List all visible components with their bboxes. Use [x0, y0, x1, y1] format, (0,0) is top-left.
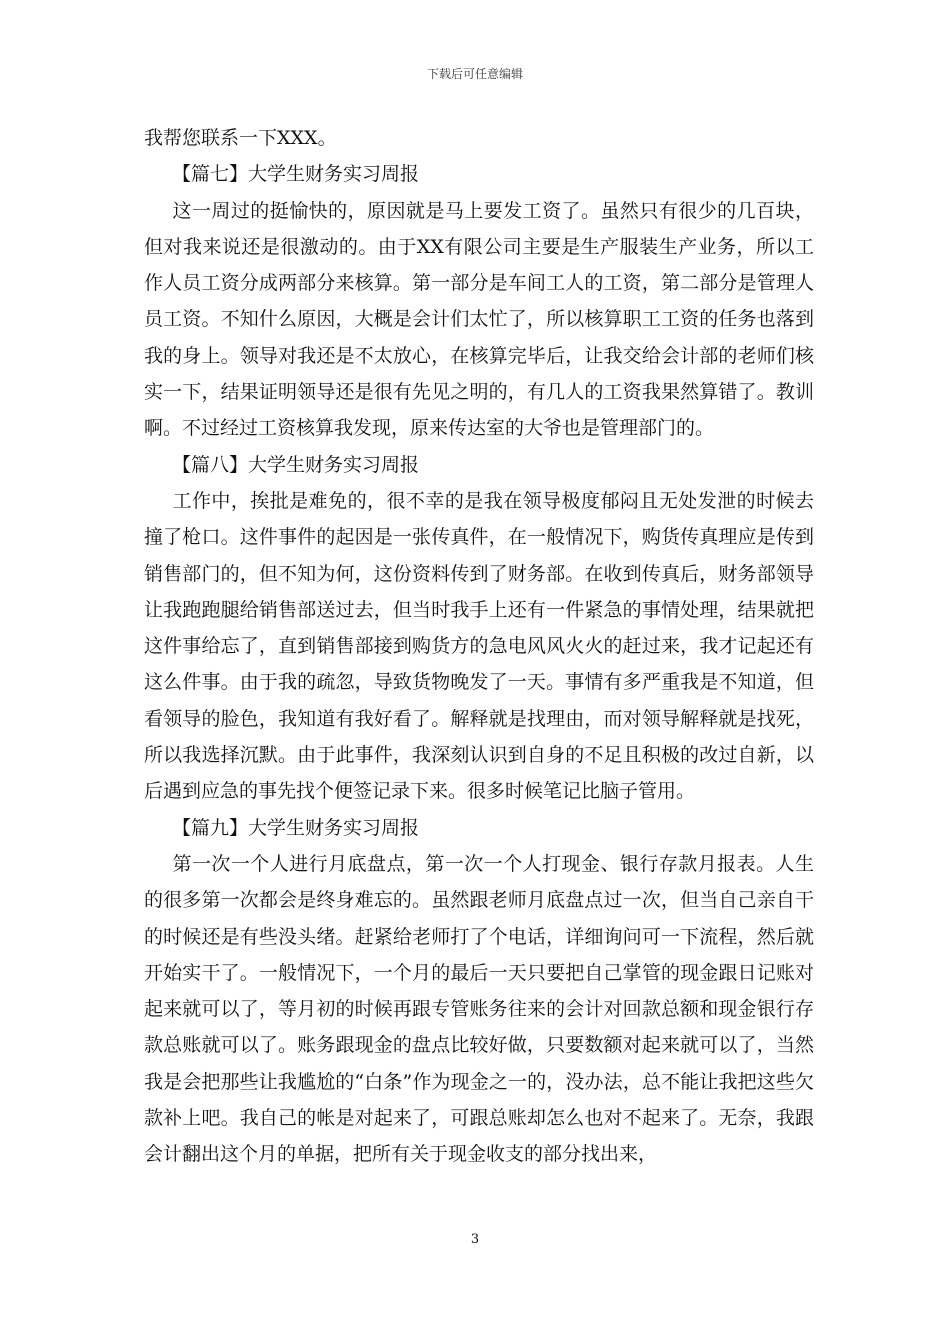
document-body — [144, 120, 814, 1173]
section-paragraph-8: 工作中，挨批是难免的，很不幸的是我在领导极度郁闷且无处发泄的时候去撞了枪口。这件事件的起因是一张传真件，在一般情况下，购货传真理应是传到销售部门的，但不知为何，这份资料传到了财务部。在收到传真后，财务部领导让我跑跑腿给销售部送过去，但当时我手上还有一件紧急的事情处理，结果就把这件事给忘了，直到销售部接到购货方的急电风风火火的赶过来，我才记起还有这么件事。由于我的疏忽，导致货物晚发了一天。事情有多严重我是不知道，但看领导的脸色，我知道有我好看了。解释就是找理由，而对领导解释就是找死，所以我选择沉默。由于此事件，我深刻认识到自身的不足且积极的改过自新，以后遇到应急的事先找个便签记录下来。很多时候笔记比脑子管用。 — [144, 489, 814, 803]
page-header: 下载后可任意编辑 — [426, 67, 523, 81]
section-heading-9: 【篇九】大学生财务实习周报 — [172, 816, 420, 839]
page-number: 3 — [470, 1232, 480, 1247]
section-paragraph-9: 第一次一个人进行月底盘点，第一次一个人打现金、银行存款月报表。人生的很多第一次都会是终身难忘的。虽然跟老师月底盘点过一次，但当自己亲自干的时候还是有些没头绪。赶紧给老师打了个电话，详细询问可一下流程，然后就开始实干了。一般情况下，一个月的最后一天只要把自己掌管的现金跟日记账对起来就可以了，等月初的时候再跟专管账务往来的会计对回款总额和现金银行存款总账就可以了。账务跟现金的盘点比较好做，只要数额对起来就可以了，当然我是会把那些让我尴尬的“白条”作为现金之一的，没办法，总不能让我把这些欠款补上吧。我自己的帐是对起来了，可跟总账却怎么也对不起来了。无奈，我跟会计翻出这个月的单据，把所有关于现金收支的部分找出来， — [144, 852, 814, 1166]
section-paragraph-7: 这一周过的挺愉快的，原因就是马上要发工资了。虽然只有很少的几百块，但对我来说还是很激动的。由于XX有限公司主要是生产服装生产业务，所以工作人员工资分成两部分来核算。第一部分是车间工人的工资，第二部分是管理人员工资。不知什么原因，大概是会计们太忙了，所以核算职工工资的任务也落到我的身上。领导对我还是不太放心，在核算完毕后，让我交给会计部的老师们核实一下，结果证明领导还是很有先见之明的，有几人的工资我果然算错了。教训啊。不过经过工资核算我发现，原来传达室的大爷也是管理部门的。 — [144, 199, 814, 440]
continuation-paragraph: 我帮您联系一下XXX。 — [144, 127, 337, 149]
section-heading-8: 【篇八】大学生财务实习周报 — [172, 453, 420, 476]
section-heading-7: 【篇七】大学生财务实习周报 — [172, 163, 420, 186]
